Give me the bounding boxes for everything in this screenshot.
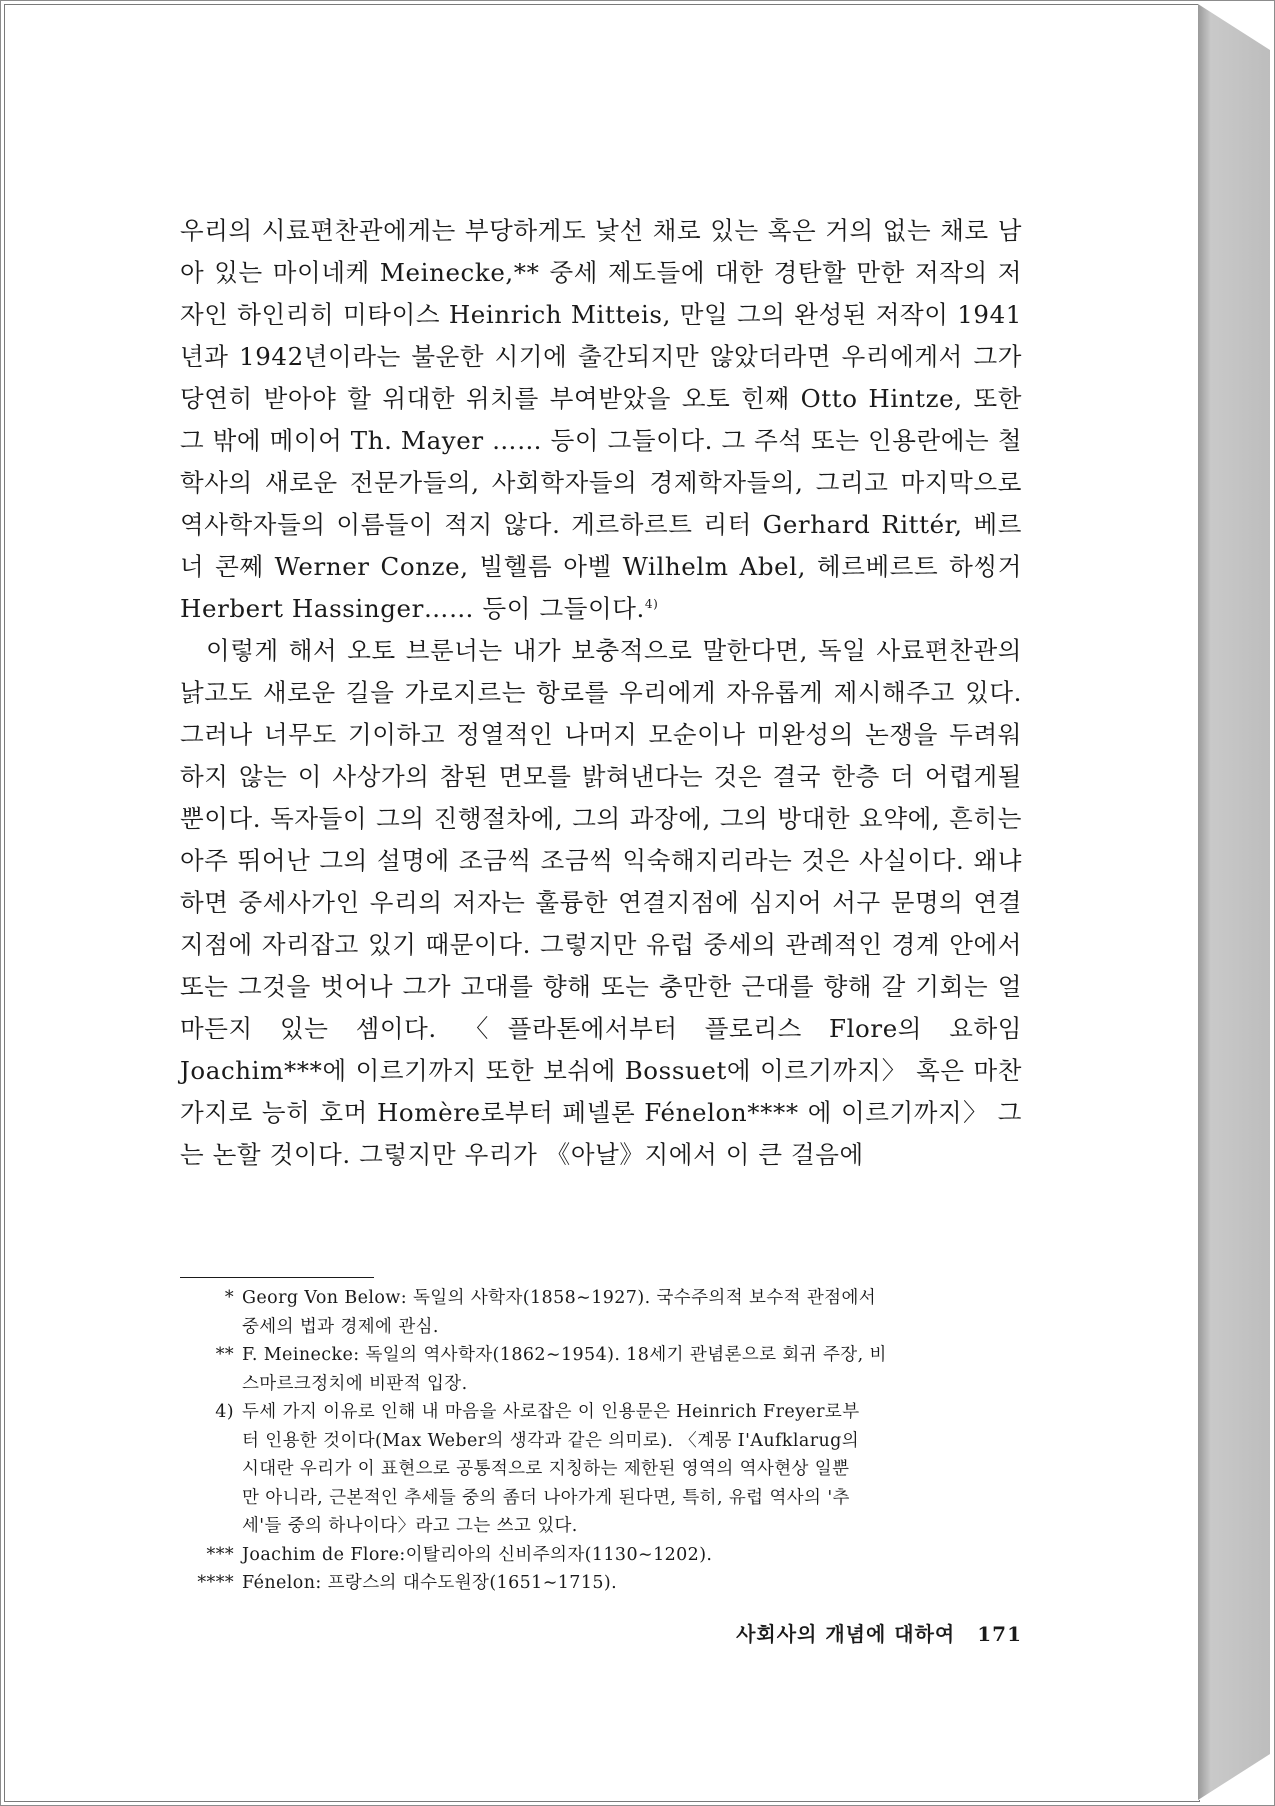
footnote-line: Fénelon: 프랑스의 대수도원장(1651∼1715). (242, 1573, 618, 1593)
footnote-line: 중세의 법과 경제에 관심. (242, 1316, 439, 1337)
page-edge-top-corner (1198, 4, 1270, 50)
page-edge-bottom-corner (1198, 1754, 1270, 1800)
footnote-text (242, 1398, 1022, 1541)
footnote-mark: *** (206, 1544, 234, 1565)
footnote-text (242, 1569, 1022, 1598)
main-text (180, 210, 1022, 1176)
body-paragraph-1-text: 우리의 시료편찬관에게는 부당하게도 낯선 채로 있는 혹은 거의 없는 채로 남아 있는 마이네케 Meinecke,** 중세 제도들에 대한 경탄할 만한 저작의 저자인 하인리히 미타이스 Heinrich Mitteis, 만일 그의 완성된 저작이 1941년과 1942년이라는 불운한 시기에 출간되지만 않았더라면 우리에게서 그가 당연히 받아야 할 위대한 위치를 부여받았을 오토 힌째 Otto Hintze, 또한 그 밖에 메이어 Th. Mayer …… 등이 그들이다. 그 주석 또는 인용란에는 철학사의 새로운 전문가들의, 사회학자들의 경제학자들의, 그리고 마지막으로 역사학자들의 이름들이 적지 않다. 게르하르트 리터 Gerhard Rittér, 베르너 콘쩨 Werner Conze, 빌헬름 아벨 Wilhelm Abel, 헤르베르트 하씽거 Herbert Hassinger…… 등이 그들이다. (180, 216, 1022, 623)
footnote-item (180, 1284, 1022, 1341)
footnote-line: Georg Von Below: 독일의 사학자(1858∼1927). 국수주의적 보수적 관점에서 (242, 1288, 877, 1308)
footnote-mark: ** (215, 1345, 234, 1365)
footnote-text (242, 1541, 1022, 1570)
running-footer-title: 사회사의 개념에 대하여 (736, 1622, 956, 1646)
footnote-text (242, 1284, 1022, 1341)
body-paragraph-1 (180, 210, 1022, 630)
footnote-line: F. Meinecke: 독일의 역사학자(1862∼1954). 18세기 관념론으로 회귀 주장, 비 (242, 1345, 887, 1365)
footnote-ref-4: 4) (644, 596, 659, 611)
footnote-line: 스마르크정치에 비판적 입장. (242, 1373, 468, 1394)
footnote-line: 만 아니라, 근본적인 추세들 중의 좀더 나아가게 된다면, 특히, 유럽 역사의 '추 (242, 1487, 850, 1508)
body-paragraph-2: 이렇게 해서 오토 브룬너는 내가 보충적으로 말한다면, 독일 사료편찬관의 낡고도 새로운 길을 가로지르는 항로를 우리에게 자유롭게 제시해주고 있다. 그러나 너무도 기이하고 정열적인 나머지 모순이나 미완성의 논쟁을 두려워하지 않는 이 사상가의 참된 면모를 밝혀낸다는 것은 결국 한층 더 어렵게될 뿐이다. 독자들이 그의 진행절차에, 그의 과장에, 그의 방대한 요약에, 흔히는 아주 뛰어난 그의 설명에 조금씩 조금씩 익숙해지리라는 것은 사실이다. 왜냐하면 중세사가인 우리의 저자는 훌륭한 연결지점에 심지어 서구 문명의 연결 지점에 자리잡고 있기 때문이다. 그렇지만 유럽 중세의 관례적인 경계 안에서 또는 그것을 벗어나 그가 고대를 향해 또는 충만한 근대를 향해 갈 기회는 얼마든지 있는 셈이다. 〈플라톤에서부터 플로리스 Flore의 요하임 Joachim***에 이르기까지 또한 보쉬에 Bossuet에 이르기까지〉 혹은 마찬가지로 능히 호머 Homère로부터 페넬론 Fénelon**** 에 이르기까지〉 그는 논할 것이다. 그렇지만 우리가 《아날》지에서 이 큰 걸음에 (180, 636, 1022, 1169)
footnote-line: 터 인용한 것이다(Max Weber의 생각과 같은 의미로). 〈계몽 I'Aufklarug의 (242, 1430, 860, 1451)
page-number: 171 (977, 1622, 1022, 1646)
page-edge-shadow (1198, 4, 1270, 1800)
footnote-item (180, 1541, 1022, 1570)
footnote-mark: **** (197, 1573, 234, 1593)
footnote-line: 세'들 중의 하나이다〉라고 그는 쓰고 있다. (242, 1516, 578, 1536)
footnote-mark: 4) (215, 1402, 234, 1422)
footnote-text (242, 1341, 1022, 1398)
running-footer (650, 1618, 1022, 1647)
footnote-item (180, 1569, 1022, 1598)
footnote-item (180, 1341, 1022, 1398)
footnote-mark: * (224, 1288, 234, 1308)
footnote-line: Joachim de Flore:이탈리아의 신비주의자(1130∼1202). (242, 1544, 713, 1565)
footnotes (180, 1284, 1022, 1598)
footnote-line: 시대란 우리가 이 표현으로 공통적으로 지칭하는 제한된 영역의 역사현상 일뿐 (242, 1459, 850, 1479)
footnote-line: 두세 가지 이유로 인해 내 마음을 사로잡은 이 인용문은 Heinrich Freyer로부 (242, 1402, 860, 1422)
footnote-divider (180, 1277, 374, 1278)
footnote-item (180, 1398, 1022, 1541)
